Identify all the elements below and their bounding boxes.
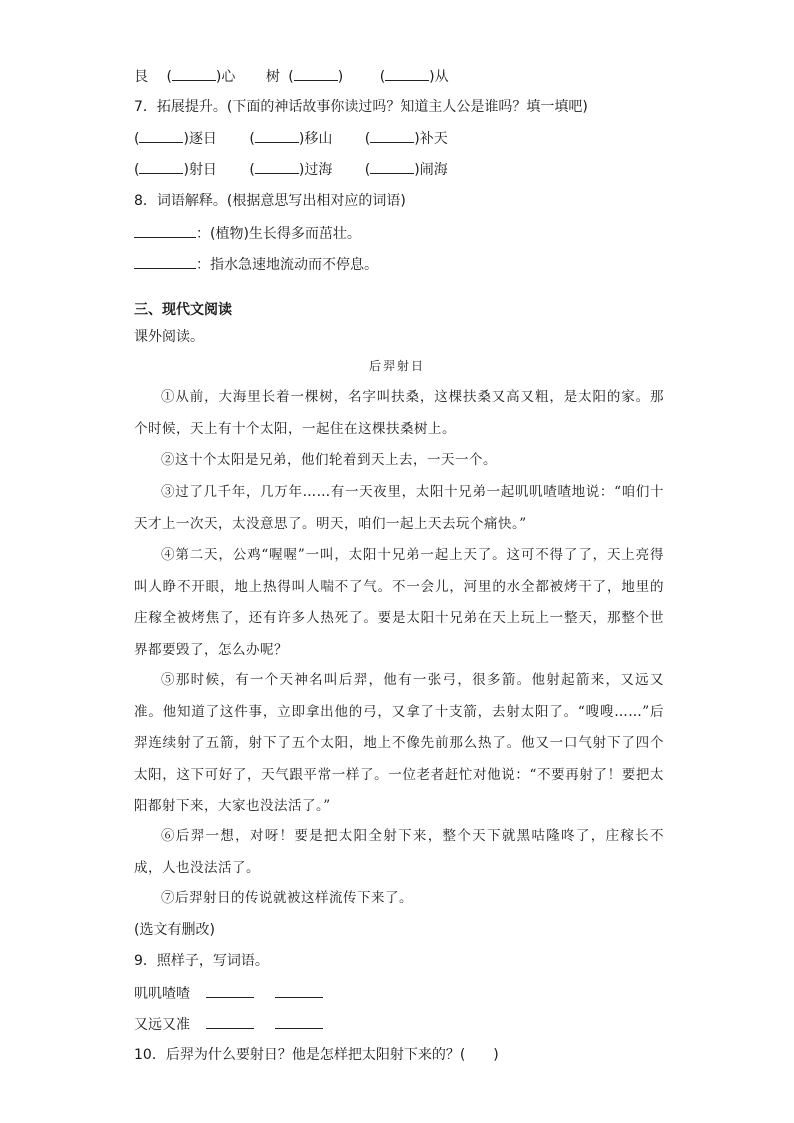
section-subheading: 课外阅读。 (134, 329, 204, 345)
article-paragraph-7: ⑦后羿射日的传说就被这样流传下来了。 (161, 890, 413, 906)
q7-word: 射日 (188, 162, 217, 178)
article-paragraph-3: ③过了几千年，几万年……有一天夜里，太阳十兄弟一起叽叽喳喳地说：“咱们十天才上一次天，太没意思了。明天，咱们一起上天去玩个痛快。” (134, 484, 664, 532)
article-paragraph-5: ⑤那时候，有一个天神名叫后羿，他有一张弓，很多箭。他射起箭来，又远又准。他知道了这件事，立即拿出他的弓，又拿了十支箭，去射太阳了。“嗖嗖……”后羿连续射了五箭，射下了五个太阳，地上不像先前那么热了。他又一口气射下了四个太阳，这下可好了，天气跟平常一样了。一位老者赶忙对他说：“不要再射了！要把太阳都射下来，大家也没法活了。” (134, 672, 664, 814)
q9-row-1 (134, 983, 323, 1004)
q7-word: 闹海 (419, 162, 448, 178)
blank[interactable] (206, 983, 254, 998)
q7-word: 移山 (304, 131, 333, 147)
q8-prompt: 8．词语解释。(根据意思写出相对应的词语) (134, 193, 406, 209)
blank[interactable] (255, 159, 299, 174)
source-note: (选文有删改) (134, 922, 215, 938)
article-paragraph-4: ④第二天，公鸡“喔喔”一叫，太阳十兄弟一起上天了。这可不得了了，天上亮得叫人睁不开眼，地上热得叫人喘不了气。不一会儿，河里的水全都被烤干了，地里的庄稼全被烤焦了，还有许多人热死了。要是太阳十兄弟在天上玩上一整天，那整个世界都要毁了，怎么办呢？ (134, 547, 664, 658)
article-title: 后羿射日 (368, 359, 425, 373)
blank[interactable] (370, 128, 414, 143)
article-paragraph-6: ⑥后羿一想，对呀！要是把太阳全射下来，整个天下就黑咕隆咚了，庄稼长不成，人也没法活了。 (134, 828, 664, 876)
blank[interactable] (206, 1014, 254, 1029)
blank[interactable] (275, 983, 323, 998)
blank[interactable] (139, 159, 183, 174)
q7-prompt: 7．拓展提升。(下面的神话故事你读过吗？知道主人公是谁吗？填一填吧) (134, 99, 588, 115)
q7-word: 过海 (304, 162, 333, 178)
blank[interactable] (255, 128, 299, 143)
q10-prompt: 10．后羿为什么要射日？他是怎样把太阳射下来的？( ) (134, 1047, 499, 1063)
q9-example: 叽叽喳喳 (134, 986, 190, 1002)
blank[interactable] (385, 66, 429, 81)
q8-def-text: ：(植物)生长得多而茁壮。 (196, 226, 361, 242)
q8-def-2 (134, 254, 378, 275)
q7-word: 补天 (419, 131, 448, 147)
section-heading: 三、现代文阅读 (134, 302, 232, 318)
blank[interactable] (134, 254, 196, 269)
q9-row-2 (134, 1014, 323, 1035)
blank[interactable] (139, 128, 183, 143)
q9-prompt: 9．照样子，写词语。 (134, 953, 269, 969)
q8-def-text: ：指水急速地流动而不停息。 (196, 257, 378, 273)
q6-char-3: 树 (265, 69, 280, 85)
blank[interactable] (370, 159, 414, 174)
q6-char-2: 心 (221, 69, 236, 85)
blank[interactable] (275, 1014, 323, 1029)
blank[interactable] (294, 66, 338, 81)
q7-row-2: ( )射日 ( )过海 ( )闹海 (134, 159, 448, 180)
q6-row: 艮 ( )心 树 ( ) ( )从 (134, 66, 449, 87)
q6-char-4: 从 (434, 69, 449, 85)
blank[interactable] (172, 66, 216, 81)
article-paragraph-2: ②这十个太阳是兄弟，他们轮着到天上去，一天一个。 (161, 452, 497, 468)
q8-def-1 (134, 223, 361, 244)
q6-char-1: 艮 (134, 69, 148, 85)
article-paragraph-1: ①从前，大海里长着一棵树，名字叫扶桑，这棵扶桑又高又粗，是太阳的家。那个时候，天上有十个太阳，一起住在这棵扶桑树上。 (134, 389, 664, 437)
blank[interactable] (134, 223, 196, 238)
q9-example: 又远又准 (134, 1017, 190, 1033)
q7-row-1: ( )逐日 ( )移山 ( )补天 (134, 128, 448, 149)
q7-word: 逐日 (188, 131, 217, 147)
